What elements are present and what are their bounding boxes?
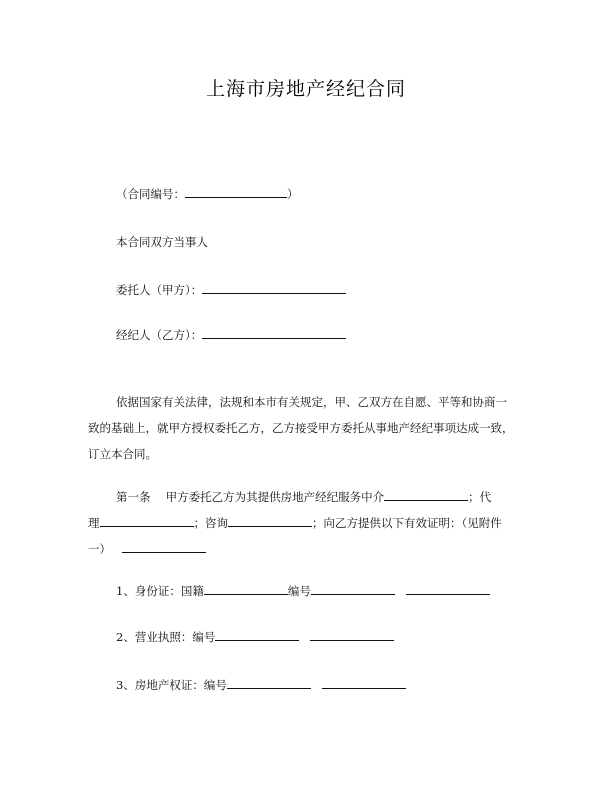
article-1-text-e: ；向乙方提供以下有效证明：（见附件 — [312, 516, 502, 530]
article-1-text-d: ；咨询 — [193, 516, 228, 530]
page-title: 上海市房地产经纪合同 — [205, 78, 406, 100]
agency-field[interactable] — [100, 514, 194, 527]
article-1-text-f: 一） — [88, 542, 111, 556]
nationality-field[interactable] — [204, 582, 288, 595]
item-3-line — [116, 676, 406, 693]
license-number-field[interactable] — [215, 628, 299, 641]
item-2-line — [116, 628, 394, 645]
property-cert-extra-field[interactable] — [322, 676, 406, 689]
item-3-label: 3、房地产权证：编号 — [116, 678, 227, 692]
party-a-label: 委托人（甲方）： — [116, 283, 203, 297]
party-a-field[interactable] — [202, 281, 346, 294]
article-1-paragraph — [88, 484, 528, 562]
party-a-line — [116, 281, 346, 298]
id-extra-field[interactable] — [406, 582, 490, 595]
consulting-field[interactable] — [228, 514, 312, 527]
party-b-field[interactable] — [202, 326, 346, 339]
intermediary-field[interactable] — [384, 488, 468, 501]
article-1-line-2 — [88, 510, 528, 536]
article-1-text-a: 第一条 甲方委托乙方为其提供房地产经纪服务中介 — [116, 490, 385, 504]
appendix-field[interactable] — [122, 540, 206, 553]
contract-number-line — [116, 185, 299, 202]
preamble-line-2: 致的基础上，就甲方授权委托乙方，乙方接受甲方委托从事地产经纪事项达成一致， — [88, 421, 514, 435]
preamble-paragraph — [88, 389, 528, 467]
article-1-line-1 — [88, 484, 528, 510]
license-extra-field[interactable] — [310, 628, 394, 641]
party-b-label: 经纪人（乙方）： — [116, 328, 203, 342]
preamble-line-1: 依据国家有关法律，法规和本市有关规定，甲、乙双方在自愿、平等和协商一 — [116, 395, 507, 409]
id-number-field[interactable] — [311, 582, 395, 595]
parties-heading: 本合同双方当事人 — [116, 235, 208, 249]
contract-number-close: ） — [287, 187, 299, 201]
item-1-number-label: 编号 — [287, 584, 311, 598]
item-1-line — [116, 582, 490, 599]
contract-number-label: （合同编号： — [116, 187, 185, 201]
item-2-label: 2、营业执照：编号 — [116, 630, 216, 644]
article-1-text-b: ；代 — [468, 490, 492, 504]
article-1-text-c: 理 — [88, 516, 100, 530]
preamble-line-3: 订立本合同。 — [88, 447, 157, 461]
party-b-line — [116, 326, 346, 343]
contract-number-field[interactable] — [185, 185, 287, 198]
property-cert-number-field[interactable] — [227, 676, 311, 689]
article-1-line-3 — [88, 536, 528, 562]
item-1-label: 1、身份证：国籍 — [116, 584, 204, 598]
